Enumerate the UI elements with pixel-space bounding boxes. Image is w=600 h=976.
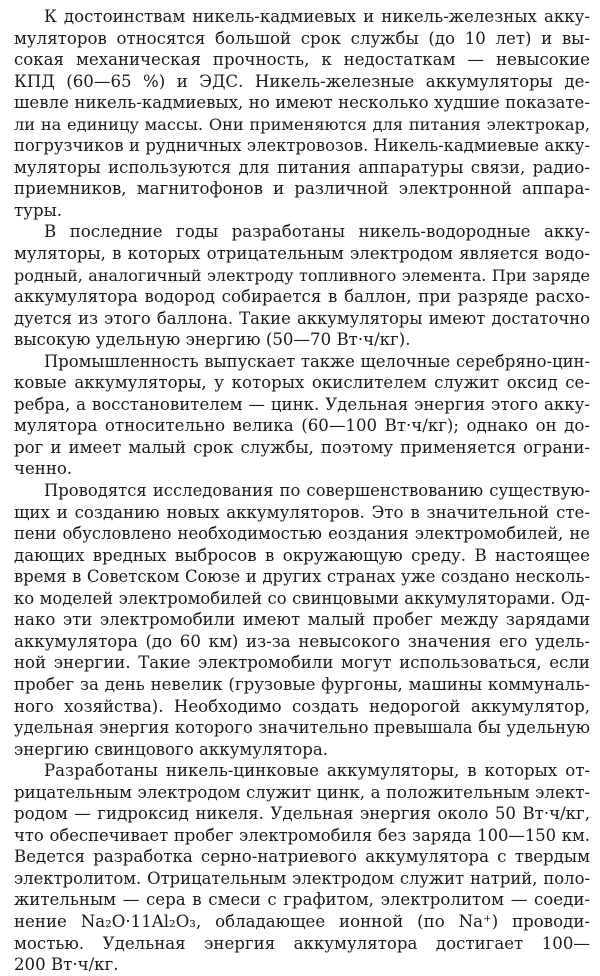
- text-line: рицательным электродом служит цинк, а положительным элект-: [14, 782, 590, 802]
- paragraph-1: [14, 6, 590, 221]
- text-line: ли на единицу массы. Они применяются для питания электрокар,: [14, 114, 590, 134]
- text-line: дающих вредных выбросов в окружающую среду. В настоящее: [14, 545, 590, 565]
- text-line: удельная энергия которого значительно превышала бы удельную: [14, 718, 590, 738]
- text-line: родный, аналогичный электроду топливного элемента. При заряде: [14, 265, 590, 285]
- text-line: ребра, а восстановителем — цинк. Удельная энергия этого акку-: [14, 394, 590, 414]
- paragraph-3: [14, 351, 590, 480]
- text-line: нако эти электромобили имеют малый пробег между зарядами: [14, 610, 590, 630]
- text-line: ченно.: [14, 459, 73, 479]
- text-line: КПД (60—65 %) и ЭДС. Никель-железные аккумуляторы де-: [14, 71, 590, 91]
- text-line: рог и имеет малый срок службы, поэтому применяется ограни-: [14, 437, 590, 457]
- text-line: дуется из этого баллона. Такие аккумуляторы имеют достаточно: [14, 308, 590, 328]
- text-line: В последние годы разработаны никель-водородные акку-: [44, 222, 590, 242]
- text-line: мостью. Удельная энергия аккумулятора достигает 100—: [14, 933, 590, 953]
- text-line: 200 Вт·ч/кг.: [14, 955, 119, 975]
- text-line: ко моделей электромобилей со свинцовыми аккумуляторами. Од-: [14, 588, 590, 608]
- text-line: высокую удельную энергию (50—70 Вт·ч/кг).: [14, 330, 411, 350]
- text-line: пени обусловлено необходимостью еоздания электромобилей, не: [14, 524, 590, 544]
- paragraph-5: [14, 760, 590, 975]
- text-line: муляторов относятся большой срок службы (до 10 лет) и вы-: [14, 28, 590, 48]
- text-line: энергию свинцового аккумулятора.: [14, 739, 329, 759]
- text-line: жительным — сера в смеси с графитом, электролитом — соеди-: [14, 890, 590, 910]
- paragraph-2: [14, 221, 590, 350]
- text-line: мулятора относительно велика (60—100 Вт·ч/кг); однако он до-: [14, 416, 590, 436]
- text-line: муляторы используются для питания аппаратуры связи, радио-: [14, 157, 590, 177]
- text-line: приемников, магнитофонов и различной электронной аппара-: [14, 179, 590, 199]
- text-line: время в Советском Союзе и других странах уже создано несколь-: [14, 567, 590, 587]
- text-line: туры.: [14, 200, 63, 220]
- text-line: сокая механическая прочность, к недостаткам — невысокие: [14, 50, 590, 70]
- text-line: Разработаны никель-цинковые аккумуляторы, в которых от-: [44, 761, 590, 781]
- text-line: нение Na₂O·11Al₂O₃, обладающее ионной (по Na⁺) проводи-: [14, 911, 590, 931]
- text-line: погрузчиков и рудничных электровозов. Никель-кадмиевые акку-: [14, 136, 590, 156]
- text-line: родом — гидроксид никеля. Удельная энергия около 50 Вт·ч/кг,: [14, 804, 590, 824]
- text-line: аккумулятора (до 60 км) из-за невысокого значения его удель-: [14, 631, 590, 651]
- text-line: К достоинствам никель-кадмиевых и никель-железных акку-: [44, 7, 590, 26]
- text-line: щих и созданию новых аккумуляторов. Это в значительной сте-: [14, 502, 590, 522]
- text-line: ного хозяйства). Необходимо создать недорогой аккумулятор,: [14, 696, 590, 716]
- text-line: муляторы, в которых отрицательным электродом является водо-: [14, 244, 590, 264]
- text-body: [14, 6, 590, 976]
- text-line: аккумулятора водород собирается в баллон, при разряде расхо-: [14, 287, 590, 307]
- text-line: что обеспечивает пробег электромобиля без заряда 100—150 км.: [14, 825, 590, 845]
- text-line: электролитом. Отрицательным электродом служит натрий, поло-: [14, 868, 590, 888]
- text-line: Ведется разработка серно-натриевого аккумулятора с твердым: [14, 847, 590, 867]
- paragraph-4: [14, 480, 590, 760]
- text-line: ковые аккумуляторы, у которых окислителем служит оксид се-: [14, 373, 590, 393]
- text-line: пробег за день невелик (грузовые фургоны, машины коммуналь-: [14, 674, 590, 694]
- text-line: ной энергии. Такие электромобили могут использоваться, если: [14, 653, 590, 673]
- text-line: Промышленность выпускает также щелочные серебряно-цин-: [44, 351, 590, 371]
- text-line: шевле никель-кадмиевых, но имеют несколько худшие показате-: [14, 93, 590, 113]
- text-line: Проводятся исследования по совершенствованию существую-: [44, 481, 590, 501]
